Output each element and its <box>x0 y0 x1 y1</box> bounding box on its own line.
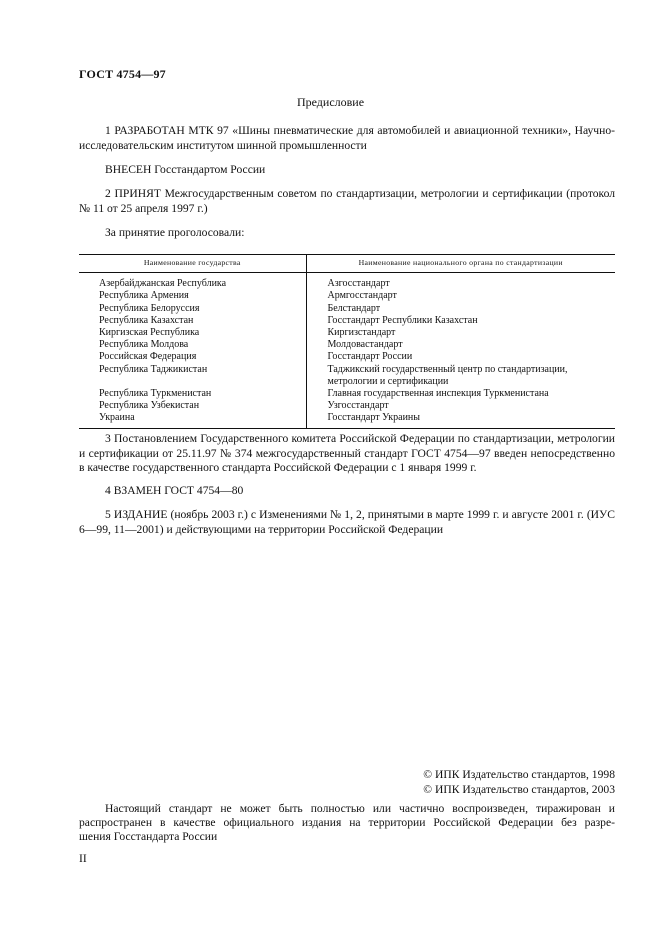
doc-code-header: ГОСТ 4754—97 <box>79 67 166 81</box>
vote-table-header-row <box>79 255 615 273</box>
state-name-cell: Республика Белоруссия <box>79 303 306 315</box>
standards-body-text: Таджикский государственный центр по стандартизации, <box>327 363 568 375</box>
vote-table-row <box>79 290 615 302</box>
standards-body-text: Госстандарт Украины <box>327 412 420 424</box>
notice-line-3: шения Госстандарта России <box>79 830 218 843</box>
vote-table-row <box>79 400 615 412</box>
standards-body-text: Узгосстандарт <box>327 400 389 412</box>
state-name-cell: Республика Армения <box>79 290 306 302</box>
state-name-cell: Республика Туркменистан <box>79 388 306 400</box>
copyright-line-2: © ИПК Издательство стандартов, 2003 <box>423 783 615 796</box>
reproduction-notice <box>79 802 615 844</box>
standards-body-cell <box>306 327 615 339</box>
standards-body-cell <box>306 364 615 388</box>
paragraph-4-text: 4 ВЗАМЕН ГОСТ 4754—80 <box>105 484 244 497</box>
paragraph-5 <box>79 508 615 537</box>
state-name-cell: Азербайджанская Республика <box>79 273 306 291</box>
standards-body-cell <box>306 290 615 302</box>
paragraph-3-text: 3 Постановлением Государственного комитета Российской Федерации по стандартизации, метрологии и сертификации от 25.11.97 № 374 межгосударственный стандарт ГОСТ 4754—97 введен непосредственно в качестве государственного стандарта Российской Федерации с 1 января 1999 г. <box>79 432 615 474</box>
standards-body-text: Азгосстандарт <box>327 278 390 290</box>
standards-body-text: Киргизстандарт <box>327 327 396 339</box>
state-name-cell: Российская Федерация <box>79 351 306 363</box>
copyright-block <box>423 767 615 797</box>
state-name-cell: Киргизская Республика <box>79 327 306 339</box>
state-name-cell: Республика Молдова <box>79 339 306 351</box>
standards-body-text: Армгосстандарт <box>327 290 397 302</box>
paragraph-5-text: 5 ИЗДАНИЕ (ноябрь 2003 г.) с Изменениями № 1, 2, принятыми в марте 1999 г. и августе 2001 г. (ИУС 6—99, 11—2001) и действующими на территории Российской Федерации <box>79 508 615 536</box>
paragraph-2-text: 2 ПРИНЯТ Межгосударственным советом по стандартизации, метрологии и сертификации (протокол № 11 от 25 апреля 1997 г.) <box>79 187 615 215</box>
notice-line-1 <box>79 802 615 816</box>
standards-body-cell <box>306 412 615 428</box>
standards-body-text: Молдовастандарт <box>327 339 403 351</box>
paragraph-1-text: 1 РАЗРАБОТАН МТК 97 «Шины пневматические для автомобилей и авиационной техники», Научно-исследовательским институтом шинной промышленности <box>79 124 615 152</box>
page-number: II <box>79 852 87 865</box>
standards-body-text: Госстандарт Республики Казахстан <box>327 314 478 326</box>
state-name-cell: Украина <box>79 412 306 428</box>
vote-table-row <box>79 388 615 400</box>
standards-body-text: Белстандарт <box>327 302 381 314</box>
header-standards-body: Наименование национального органа по стандартизации <box>306 255 615 273</box>
standards-body-text: Главная государственная инспекция Туркменистана <box>327 388 549 400</box>
copyright-line-1: © ИПК Издательство стандартов, 1998 <box>423 768 615 781</box>
paragraph-4 <box>79 484 615 499</box>
state-name-cell: Республика Таджикистан <box>79 364 306 388</box>
state-name-cell: Республика Узбекистан <box>79 400 306 412</box>
paragraph-1 <box>79 124 615 153</box>
standards-body-cell <box>306 388 615 400</box>
vote-table-row <box>79 412 615 428</box>
vote-table-row <box>79 351 615 363</box>
notice-line-1-text: Настоящий стандарт не может быть полностью или частично воспроизведен, тиражирован и <box>105 802 615 815</box>
vote-table-row <box>79 339 615 351</box>
standards-body-text-continued: метрологии и сертификации <box>327 375 449 387</box>
paragraph-vnesen-text: ВНЕСЕН Госстандартом России <box>105 163 266 176</box>
standards-body-cell <box>306 339 615 351</box>
standards-body-cell <box>306 273 615 291</box>
vote-table-row <box>79 273 615 291</box>
standards-body-cell <box>306 351 615 363</box>
standards-body-cell <box>306 303 615 315</box>
standards-body-cell <box>306 315 615 327</box>
voted-intro: За принятие проголосовали: <box>105 226 245 239</box>
vote-table <box>79 254 615 429</box>
vote-table-row <box>79 327 615 339</box>
paragraph-vnesen <box>79 163 615 178</box>
standards-body-cell <box>306 400 615 412</box>
page-title: Предисловие <box>296 95 365 109</box>
vote-table-row <box>79 364 615 388</box>
header-state: Наименование государства <box>79 255 306 273</box>
state-name-cell: Республика Казахстан <box>79 315 306 327</box>
notice-line-2: распространен в качестве официального издания на территории Российской Федерации без разре- <box>79 816 615 829</box>
vote-table-row <box>79 315 615 327</box>
vote-table-row <box>79 303 615 315</box>
standards-body-text: Госстандарт России <box>327 351 413 363</box>
paragraph-2 <box>79 187 615 216</box>
paragraph-3 <box>79 432 615 476</box>
